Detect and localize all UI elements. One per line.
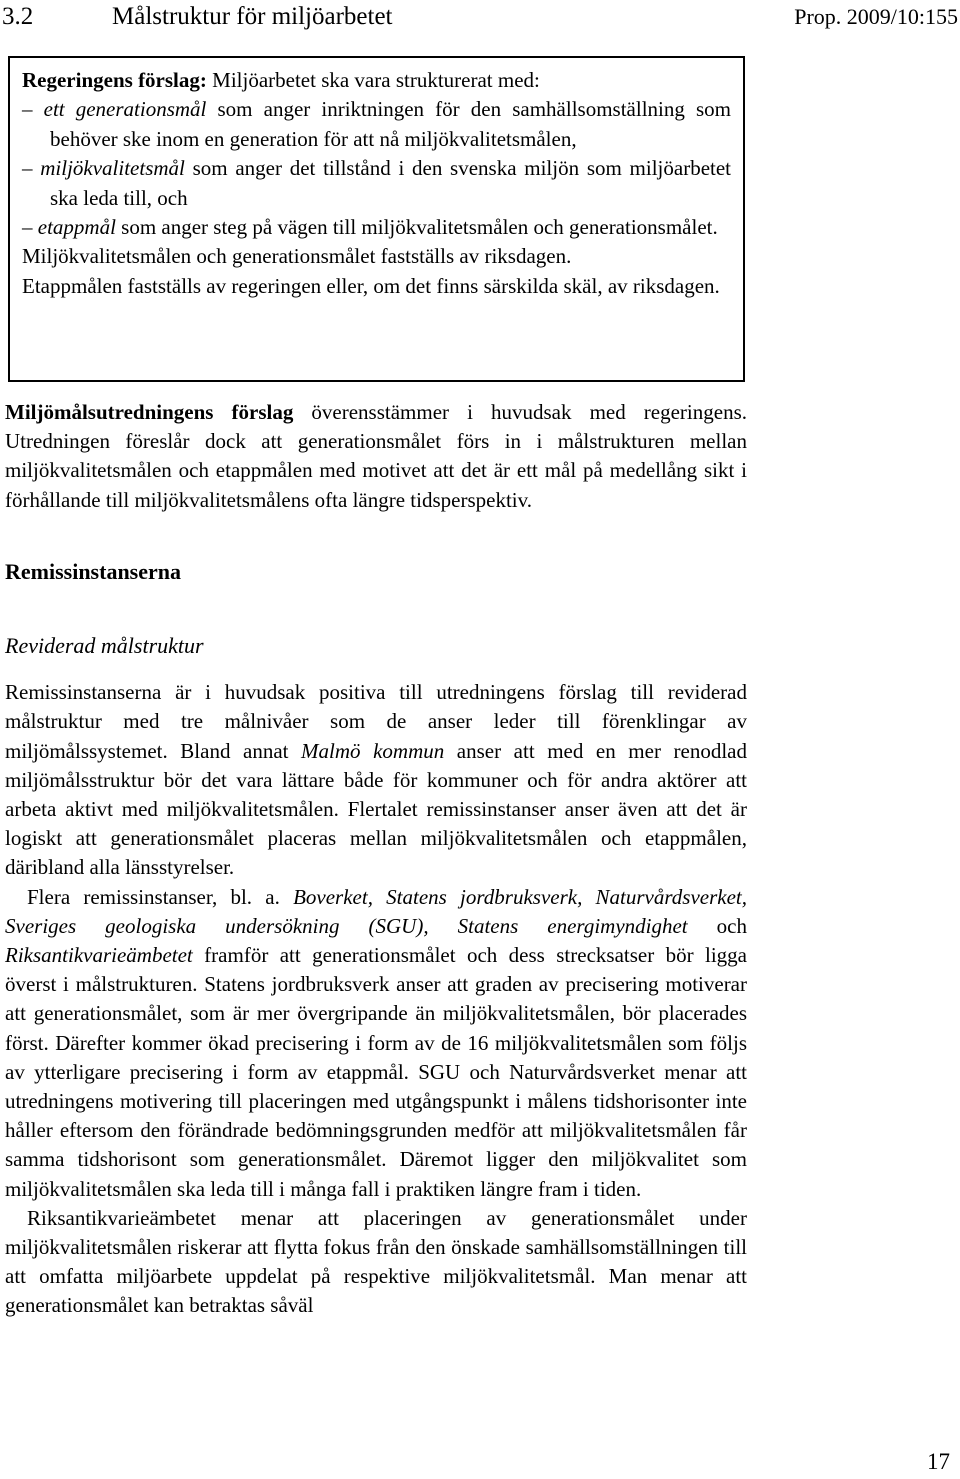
utredning-paragraph bbox=[5, 398, 747, 515]
p1-text-a: Remissinstanserna är i huvudsak positiva till utredningens förslag till reviderad målstruktur med tre målnivåer som de anser leder till förenklingar av miljömålssystemet. Bland annat bbox=[5, 680, 747, 763]
dash: – bbox=[22, 97, 44, 122]
box-closing-line: Miljökvalitetsmålen och generationsmålet fastställs av riksdagen. bbox=[22, 244, 572, 269]
box-closing-line: Etappmålen fastställs av regeringen eller, om det finns särskilda skäl, av riksdagen. bbox=[22, 273, 720, 298]
p2-orgs-2: Riksantikvarieämbetet bbox=[5, 943, 193, 968]
subheading: Reviderad målstruktur bbox=[5, 633, 204, 659]
main-text bbox=[5, 398, 747, 1321]
section-title: Målstruktur för miljöarbetet bbox=[112, 3, 393, 30]
box-lead bbox=[22, 66, 731, 95]
dash: – bbox=[22, 156, 41, 181]
list-item bbox=[22, 213, 731, 242]
paragraph-3: Riksantikvarieämbetet menar att placeringen av generationsmålet under miljökvalitetsmålen riskerar att flytta fokus från den önskade samhällsomställningen till att omfatta miljöarbete uppdelat på respektive miljökvalitetsmål. Man menar att generationsmålet kan betraktas såväl bbox=[5, 1205, 747, 1318]
p1-text-b: anser att med en mer renodlad miljömålsstruktur bör det vara lättare både för kommuner och för andra aktörer att arbeta aktivt med miljökvalitetsmålen. Flertalet remissinstanser anser även att det är logiskt att generationsmålet placeras mellan miljökvalitetsmålen och etappmålen, däribland alla länsstyrelser. bbox=[5, 738, 747, 880]
list-item-text: som anger inriktningen för den samhällsomställning som behöver ske inom en generation för att nå miljökvalitetsmålen, bbox=[50, 97, 731, 151]
section-number: 3.2 bbox=[2, 3, 34, 30]
page-number: 17 bbox=[927, 1449, 950, 1474]
list-item-text: som anger steg på vägen till miljökvalitetsmålen och generationsmålet. bbox=[115, 215, 718, 240]
dash: – bbox=[22, 215, 38, 240]
list-item bbox=[22, 95, 731, 154]
p1-malmo: Malmö kommun bbox=[301, 738, 445, 763]
p2-text-a: Flera remissinstanser, bl. a. bbox=[27, 884, 294, 909]
section-heading bbox=[2, 2, 392, 32]
remiss-heading: Remissinstanserna bbox=[5, 558, 182, 584]
box-lead-bold: Regeringens förslag: bbox=[22, 68, 207, 92]
utredning-text: överensstämmer i huvudsak med regeringens. Utredningen föreslår dock att generationsmålet förs in i målstrukturen mellan miljökvalitetsmålen och etappmålen med motivet att det är ett mål på medellång sikt i förhållande till miljökvalitetsmålens ofta längre tidsperspektiv. bbox=[5, 400, 747, 512]
box-lead-text: Miljöarbetet ska vara strukturerat med: bbox=[206, 68, 540, 92]
paragraph-1 bbox=[5, 678, 747, 882]
p2-orgs-1: Boverket, Statens jordbruksverk, Naturvårdsverket, Sveriges geologiska undersökning (SGU), Statens energimyndighet bbox=[5, 884, 747, 938]
utredning-bold: Miljömålsutredningens förslag bbox=[5, 400, 294, 424]
list-item-text: som anger det tillstånd i den svenska miljön som miljöarbetet ska leda till, och bbox=[50, 156, 732, 210]
government-proposal-box bbox=[8, 56, 745, 382]
list-item-term: ett generationsmål bbox=[43, 97, 207, 122]
paragraph-2 bbox=[5, 883, 747, 1204]
p2-text-b: framför att generationsmålet och dess strecksatser bör ligga överst i målstrukturen. Statens jordbruksverk anser att graden av precisering motiverar att generationsmålet, som är mer övergripande än miljökvalitetsmålen, bör placerades först. Därefter kommer ökad precisering i form av de 16 miljökvalitetsmålen som följs av ytterligare precisering i form av etappmål. SGU och Naturvårdsverket menar att utredningens motivering till placeringen med utgångspunkt i målens tidshorisonter inte håller eftersom den förändrade bedömningsgrunden medför att miljökvalitetsmålen får samma tidshorisont som generationsmålet. Däremot ligger den miljökvalitet som miljökvalitetsmålen ska leda till i många fall i praktiken längre fram i tiden. bbox=[5, 943, 747, 1201]
proposition-reference: Prop. 2009/10:155 bbox=[794, 4, 958, 29]
list-item bbox=[22, 154, 731, 213]
list-item-term: etappmål bbox=[37, 215, 116, 240]
list-item-term: miljökvalitetsmål bbox=[40, 156, 185, 181]
p2-och: och bbox=[687, 913, 747, 938]
